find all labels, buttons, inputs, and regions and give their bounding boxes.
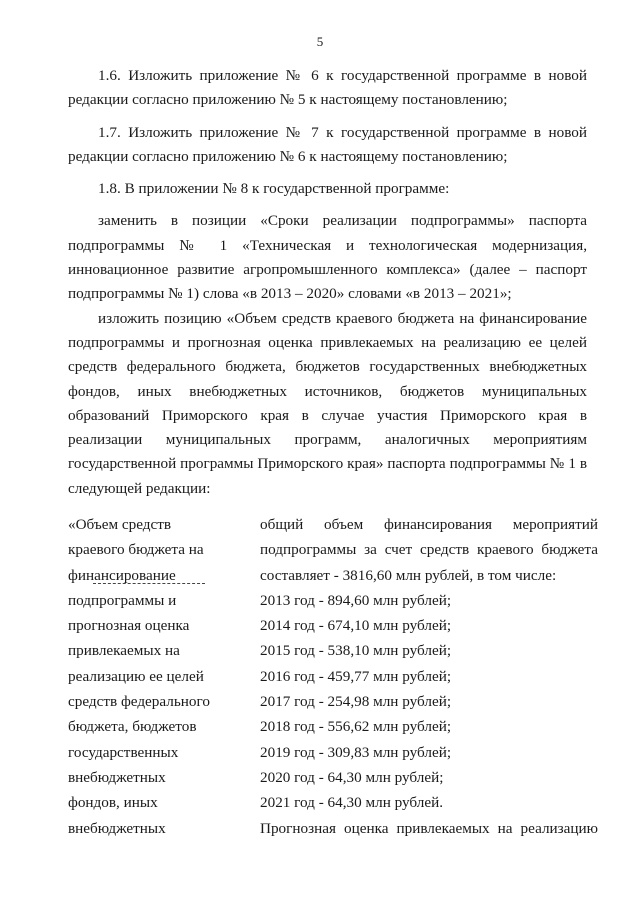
row-value: общий объем финансирования мероприятий [260,516,598,533]
paragraph: 1.6. Изложить приложение № 6 к государственной программе в новой редакции согласно приложению № 5 к настоящему постановлению; [68,67,587,109]
table-row [68,588,598,613]
table-row [68,689,598,714]
table-row [68,765,598,790]
paragraph: изложить позицию «Объем средств краевого бюджета на финансирование подпрограммы и прогнозная оценка привлекаемых на реализацию ее целей средств федерального бюджета, бюджетов государственных внебюджетных фондов, иных внебюджетных источников, бюджетов муниципальных образований Приморского края в случае участия Приморского края в реализации муниципальных программ, аналогичных мероприятиям государственной программы Приморского края» паспорта подпрограммы № 1 в следующей редакции: [68,309,587,497]
row-value: 2018 год - 556,62 млн рублей; [260,718,452,736]
table-row [68,613,598,638]
row-value: 2015 год - 538,10 млн рублей; [260,642,452,660]
table-row [68,638,598,663]
row-label: прогнозная оценка [68,617,190,635]
row-value: 2017 год - 254,98 млн рублей; [260,693,452,711]
row-label: внебюджетных [68,819,166,837]
table-row [68,790,598,815]
table-row [68,563,598,588]
row-label: внебюджетных [68,768,166,786]
row-label: краевого бюджета на [68,541,204,559]
row-label: фондов, иных [68,794,158,812]
table-row [68,664,598,689]
row-value: 2021 год - 64,30 млн рублей. [260,794,444,812]
document-body [68,64,587,501]
table-row [68,512,598,537]
handwritten-underline-mark [93,583,205,584]
row-value: составляет - 3816,60 млн рублей, в том числе: [260,566,557,584]
table-row [68,537,598,562]
row-label: реализацию ее целей [68,667,204,685]
row-label: бюджета, бюджетов [68,718,197,736]
row-label: государственных [68,743,179,761]
table-row [68,714,598,739]
row-value: 2014 год - 674,10 млн рублей; [260,617,452,635]
row-value: подпрограммы за счет средств краевого бюджета [260,541,598,559]
page-number: 5 [316,34,324,49]
row-label: подпрограммы и [68,591,177,609]
table-row [68,816,598,841]
row-label: финансирование [68,566,176,584]
row-value: 2020 год - 64,30 млн рублей; [260,768,444,786]
row-label: «Объем средств [68,516,172,533]
paragraph: 1.8. В приложении № 8 к государственной программе: [98,180,450,198]
row-label: привлекаемых на [68,642,180,660]
row-label: средств федерального [68,693,210,711]
row-value: 2013 год - 894,60 млн рублей; [260,591,452,609]
paragraph: 1.7. Изложить приложение № 7 к государственной программе в новой редакции согласно приложению № 6 к настоящему постановлению; [68,123,587,165]
row-value: Прогнозная оценка привлекаемых на реализацию [260,819,598,837]
financing-table [68,512,598,841]
paragraph: заменить в позиции «Сроки реализации подпрограммы» паспорта подпрограммы № 1 «Техническая и технологическая модернизация, инновационное развитие агропромышленного комплекса» (далее – паспорт подпрограммы № 1) слова «в 2013 – 2020» словами «в 2013 – 2021»; [68,212,587,303]
row-value: 2019 год - 309,83 млн рублей; [260,743,452,761]
table-row [68,740,598,765]
row-value: 2016 год - 459,77 млн рублей; [260,667,452,685]
